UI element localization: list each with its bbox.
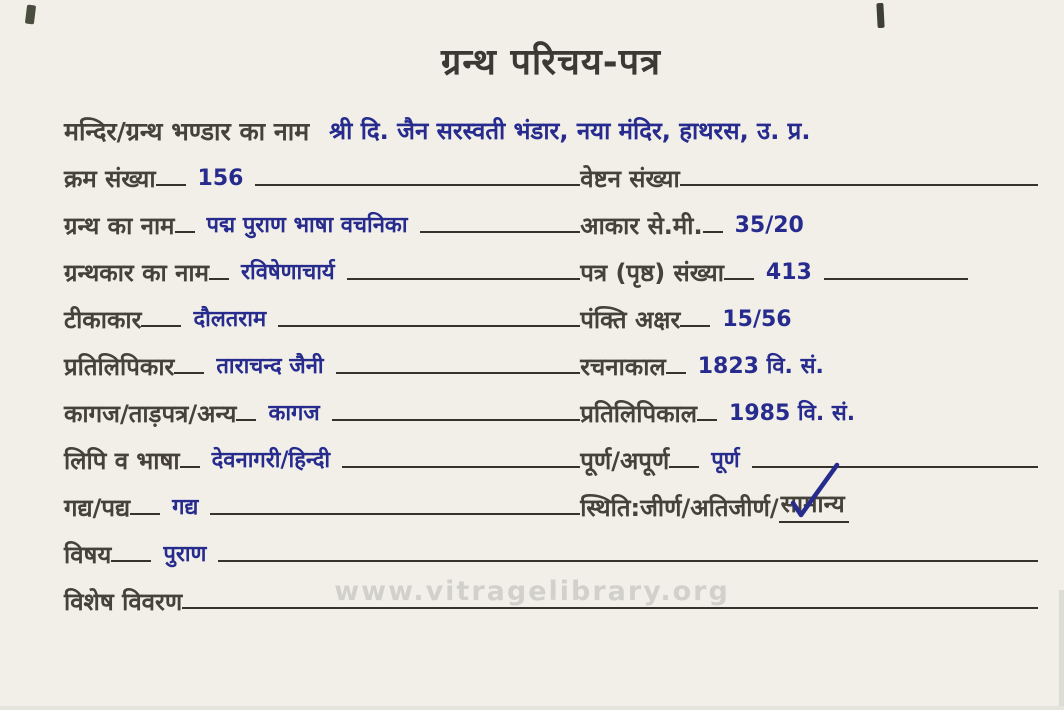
scan-artifact-top-left — [25, 5, 36, 25]
row-script-complete — [64, 429, 1038, 476]
field-value-copied: 1985 वि. सं. — [729, 401, 856, 427]
field-label-material: कागज/ताड़पत्र/अन्य — [64, 400, 237, 428]
row-subject — [64, 523, 1038, 570]
field-label-composed: रचनाकाल — [580, 353, 666, 381]
row-copyist-composed — [64, 335, 1038, 382]
rule-line — [724, 278, 754, 280]
rule-line — [218, 560, 1038, 562]
field-label-subject: विषय — [64, 541, 112, 569]
rule-line — [180, 466, 200, 468]
field-label-bundle: वेष्टन संख्या — [580, 165, 680, 193]
field-label-serial: क्रम संख्या — [64, 165, 156, 193]
field-label-size: आकार से.मी. — [580, 212, 703, 240]
field-value-pages: 413 — [765, 260, 812, 286]
field-label-granth: ग्रन्थ का नाम — [64, 212, 175, 240]
field-value-size: 35/20 — [734, 213, 804, 239]
rule-line — [752, 466, 1038, 468]
rule-line — [236, 419, 256, 421]
rule-line — [174, 372, 204, 374]
field-label-bhandar: मन्दिर/ग्रन्थ भण्डार का नाम — [64, 116, 310, 146]
rule-line — [332, 419, 580, 421]
rule-line — [255, 184, 580, 186]
rule-line — [336, 372, 581, 374]
rule-line — [130, 513, 160, 515]
field-value-serial: 156 — [197, 166, 244, 192]
rule-line — [111, 560, 151, 562]
rule-line — [420, 231, 581, 233]
scan-edge-bottom — [0, 706, 1064, 710]
field-value-subject: पुराण — [163, 542, 207, 568]
field-value-copyist: ताराचन्द जैनी — [216, 354, 324, 380]
field-label-commentator: टीकाकार — [64, 306, 142, 334]
row-bhandar — [64, 97, 1038, 147]
field-value-line-chars: 15/56 — [722, 307, 792, 333]
watermark-text: www.vitragelibrary.org — [334, 576, 730, 607]
field-value-material: कागज — [268, 401, 320, 427]
field-label-copyist: प्रतिलिपिकार — [64, 353, 175, 381]
page-title: ग्रन्थ परिचय-पत्र — [441, 42, 661, 83]
field-value-commentator: दौलतराम — [193, 307, 267, 333]
field-label-pages: पत्र (पृष्ठ) संख्या — [580, 259, 724, 287]
row-granth-size — [64, 194, 1038, 241]
rule-line — [156, 184, 186, 186]
rule-line — [278, 325, 580, 327]
field-label-line-chars: पंक्ति अक्षर — [580, 306, 681, 334]
rule-line — [182, 607, 1038, 609]
rule-line — [666, 372, 686, 374]
row-author-pages — [64, 241, 1038, 288]
rule-line — [209, 278, 229, 280]
rule-line — [347, 278, 581, 280]
field-value-granth: पद्म पुराण भाषा वचनिका — [206, 213, 408, 239]
rule-line — [824, 278, 968, 280]
rule-line — [342, 466, 580, 468]
field-label-copied: प्रतिलिपिकाल — [580, 400, 698, 428]
row-prose-condition — [64, 476, 1038, 523]
field-label-prose-verse: गद्य/पद्य — [64, 494, 131, 522]
rule-line — [141, 325, 181, 327]
row-serial-bundle — [64, 147, 1038, 194]
rule-line — [210, 513, 580, 515]
scan-edge-right — [1059, 590, 1064, 710]
rule-line — [680, 184, 1038, 186]
field-value-author: रविषेणाचार्य — [241, 260, 335, 286]
rule-line — [680, 325, 710, 327]
field-label-special: विशेष विवरण — [64, 588, 183, 616]
scan-artifact-top-right — [876, 3, 884, 28]
field-label-script-lang: लिपि व भाषा — [64, 447, 180, 475]
condition-checked-option: सामान्य — [779, 489, 849, 523]
row-commentator-linechars — [64, 288, 1038, 335]
field-label-condition: स्थिति:जीर्ण/अतिजीर्ण/ — [580, 494, 779, 522]
rule-line — [697, 419, 717, 421]
field-value-composed: 1823 वि. सं. — [697, 354, 824, 380]
row-material-copied — [64, 382, 1038, 429]
field-value-prose-verse: गद्य — [172, 495, 199, 521]
field-value-bhandar: श्री दि. जैन सरस्वती भंडार, नया मंदिर, हाथरस, उ. प्र. — [329, 116, 811, 145]
field-label-author: ग्रन्थकार का नाम — [64, 259, 209, 287]
field-label-complete: पूर्ण/अपूर्ण — [580, 447, 670, 475]
rule-line — [703, 231, 723, 233]
field-value-complete: पूर्ण — [711, 448, 740, 474]
rule-line — [669, 466, 699, 468]
field-value-script-lang: देवनागरी/हिन्दी — [211, 448, 331, 474]
rule-line — [175, 231, 195, 233]
